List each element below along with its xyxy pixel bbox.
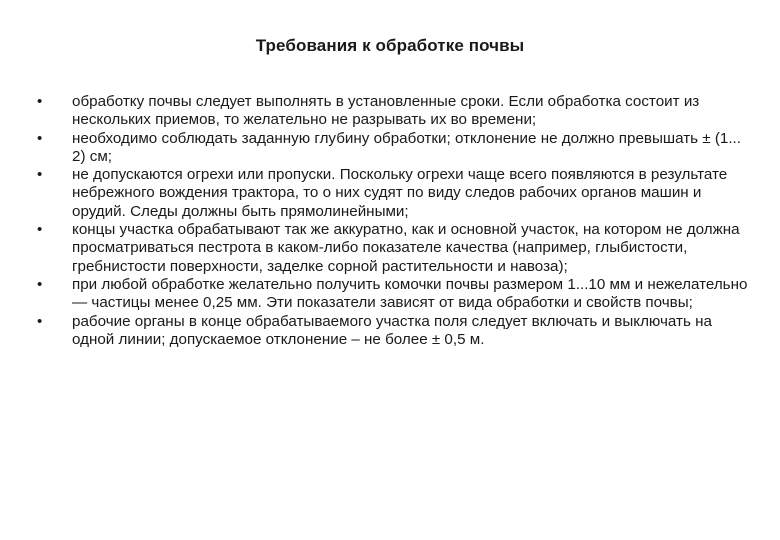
bullet-icon: •: [37, 221, 43, 239]
bullet-text: не допускаются огрехи или пропуски. Поскольку огрехи чаще всего появляются в результате небрежного вождения трактора, то о них судят по виду следов рабочих органов машин и орудий. Следы должны быть прямолинейными;: [72, 166, 728, 220]
bullet-icon: •: [37, 129, 43, 147]
bullet-icon: •: [37, 93, 43, 110]
bullet-text: рабочие органы в конце обрабатываемого участка поля следует включать и выключать на одной линии; допускаемое отклонение – не более ± 0,5 м.: [72, 312, 712, 348]
bullet-item-3: [34, 166, 749, 221]
bullet-text: концы участка обрабатывают так же аккуратно, как и основной участок, на котором не должна просматриваться пестрота в каком-либо показателе качества (например, глыбистости, гребнистости поверхности, заделке сорной растительности и навоза);: [72, 221, 740, 275]
bullet-text: обработку почвы следует выполнять в установленные сроки. Если обработка состоит из нескольких приемов, то желательно не разрывать их во времени;: [72, 93, 700, 129]
bullet-item-4: [34, 221, 749, 276]
slide-title: Требования к обработке почвы: [255, 36, 525, 55]
bullet-item-1: [34, 93, 749, 130]
bullet-item-6: [34, 313, 749, 350]
bullet-item-5: [34, 276, 749, 313]
bullet-icon: •: [37, 166, 43, 184]
bullet-item-2: [34, 130, 749, 167]
bullet-icon: •: [37, 312, 43, 330]
bullet-icon: •: [37, 275, 43, 293]
bullet-text: при любой обработке желательно получить комочки почвы размером 1...10 мм и нежелательно — частицы менее 0,25 мм. Эти показатели зависят от вида обработки и свойств почвы;: [72, 275, 748, 312]
bullet-text: необходимо соблюдать заданную глубину обработки; отклонение не должно превышать ± (1... 2) см;: [72, 129, 741, 165]
bullet-list: [34, 93, 749, 349]
